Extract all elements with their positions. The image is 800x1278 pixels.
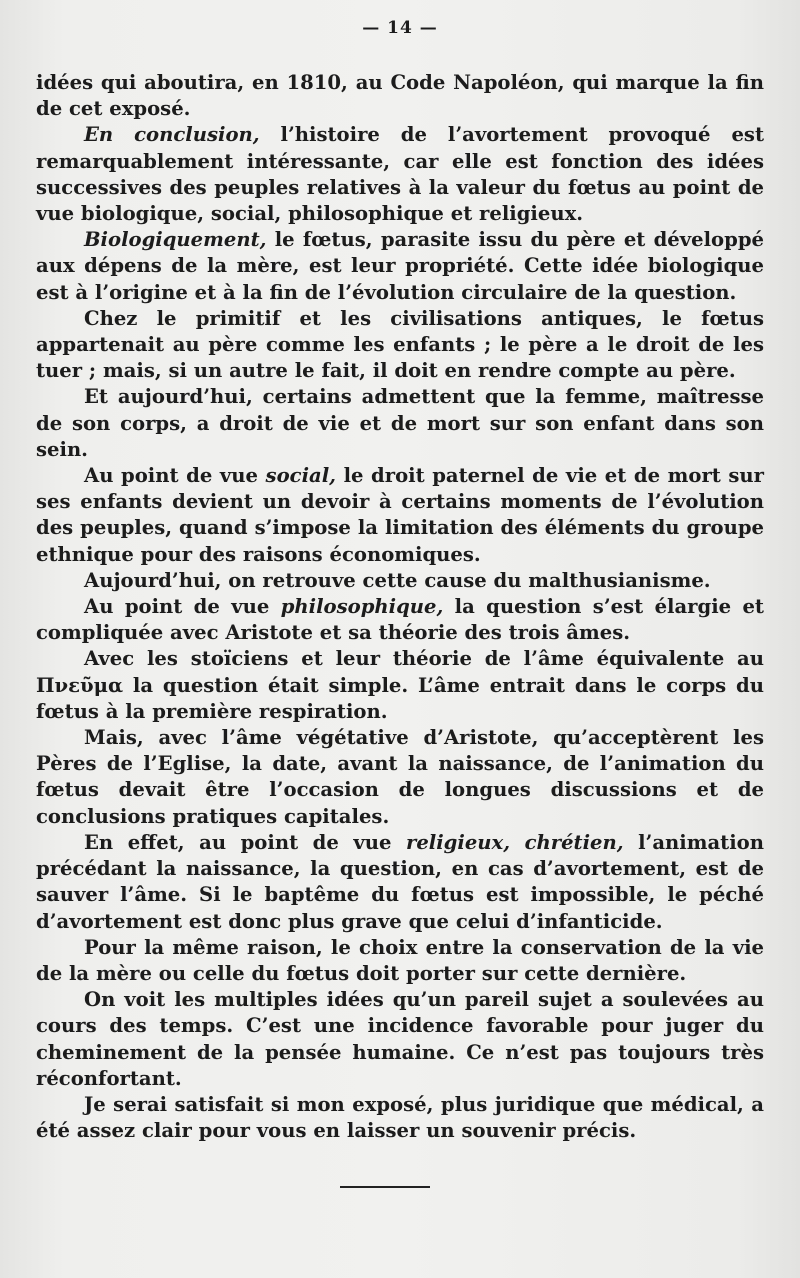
paragraph-text: En effet, au point de vue	[84, 830, 406, 854]
page-number: — 14 —	[362, 18, 438, 38]
paragraph-text: le fœtus, parasite issu du père et développé aux dépens de la mère, est leur propriété. Cette idée biologique est à l’origine et à la fin de l’évolution circulaire de la question.	[36, 228, 764, 304]
paragraph-text: le droit paternel de vie et de mort sur ses enfants devient un devoir à certains moments de l’évolution des peuples, quand s’impose la limitation des éléments du groupe ethnique pour des raisons économiques.	[36, 464, 764, 566]
paragraph	[36, 1092, 764, 1144]
paragraph	[36, 987, 764, 1092]
end-rule	[340, 1186, 430, 1188]
paragraph	[36, 830, 764, 935]
paragraph-text: l’histoire de l’avortement provoqué est remarquablement intéressante, car elle est fonction des idées successives des peuples relatives à la valeur du fœtus au point de vue biologique, social, philosophique et religieux.	[36, 123, 764, 226]
paragraph	[36, 646, 764, 725]
paragraph	[36, 227, 764, 306]
paragraph	[36, 935, 764, 987]
paragraph	[36, 70, 764, 122]
paragraph	[36, 594, 764, 646]
paragraph	[36, 122, 764, 227]
paragraph-text: Mais, avec l’âme végétative d’Aristote, qu’acceptèrent les Pères de l’Eglise, la date, avant la naissance, de l’animation du fœtus devait être l’occasion de longues discussions et de conclusions pratiques capitales.	[36, 726, 764, 828]
paragraph	[36, 463, 764, 568]
paragraph-text: Chez le primitif et les civilisations antiques, le fœtus appartenait au père comme les enfants ; le père a le droit de les tuer ; mais, si un autre le fait, il doit en rendre compte au père.	[36, 306, 764, 383]
emphasis-text: Biologiquement,	[84, 228, 267, 252]
paragraph	[36, 568, 764, 594]
paragraph-text: Au point de vue	[84, 595, 281, 619]
paragraph-text: l’animation précédant la naissance, la question, en cas d’avortement, est de sauver l’âme. Si le baptême du fœtus est impossible, le péché d’avortement est donc plus grave que celui d’infanticide.	[36, 830, 764, 933]
paragraph-text: la question s’est élargie et compliquée avec Aristote et sa théorie des trois âmes.	[36, 595, 764, 645]
paragraph-text: Aujourd’hui, on retrouve cette cause du malthusianisme.	[84, 568, 711, 592]
paragraph-text: idées qui aboutira, en 1810, au Code Napoléon, qui marque la fin de cet exposé.	[36, 71, 764, 121]
paragraph	[36, 384, 764, 463]
emphasis-text: social,	[265, 464, 336, 488]
paragraph-text: Au point de vue	[84, 464, 266, 488]
paragraph-text: Je serai satisfait si mon exposé, plus juridique que médical, a été assez clair pour vous en laisser un souvenir précis.	[36, 1092, 764, 1143]
paragraph-text: Avec les stoïciens et leur théorie de l’âme équivalente au Πνεῦμα la question était simple. L’âme entrait dans le corps du fœtus à la première respiration.	[36, 647, 764, 723]
paragraph-text: Et aujourd’hui, certains admettent que la femme, maîtresse de son corps, a droit de vie et de mort sur son enfant dans son sein.	[36, 385, 764, 461]
paragraph-text: On voit les multiples idées qu’un pareil sujet a soulevées au cours des temps. C’est une incidence favorable pour juger du cheminement de la pensée humaine. Ce n’est pas toujours très réconfortant.	[36, 988, 764, 1090]
emphasis-text: religieux, chrétien,	[406, 830, 624, 854]
emphasis-text: En conclusion,	[84, 123, 260, 147]
paragraph	[36, 306, 764, 385]
paragraph-text: Pour la même raison, le choix entre la conservation de la vie de la mère ou celle du fœtus doit porter sur cette dernière.	[36, 935, 764, 985]
emphasis-text: philosophique,	[280, 595, 444, 619]
body-text	[36, 70, 764, 1144]
paragraph	[36, 725, 764, 830]
